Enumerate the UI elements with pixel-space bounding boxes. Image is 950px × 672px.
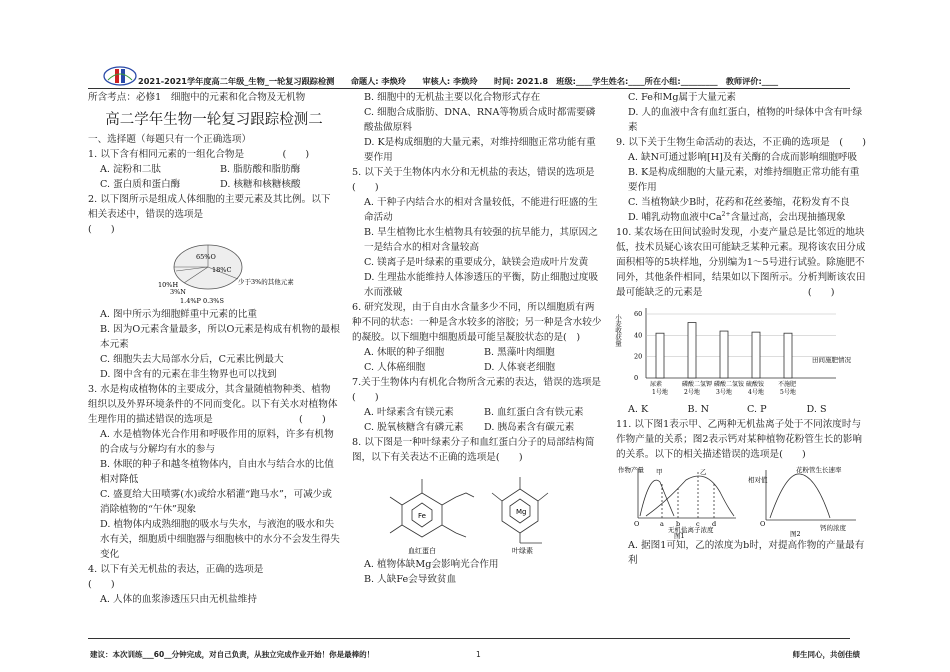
q3-option-b[interactable]: B. 休眠的种子和越冬植物体内，自由水与结合水的比值相对降低 <box>100 459 334 485</box>
bar-chart-category: 硫酸铵 <box>746 381 765 388</box>
fig1-curve-jia <box>640 480 674 516</box>
bar-chart-category: 不施肥 <box>778 381 797 388</box>
q3-option-a[interactable]: A. 水是植物体光合作用和呼吸作用的原料，许多有机物的合成与分解均有水的参与 <box>100 429 334 455</box>
q7-stem: 7.关于生物体内有机化合物所含元素的表达，错误的选项是( ) <box>352 377 601 403</box>
q2-option-c[interactable]: C. 细胞失去大局部水分后，C元素比例最大 <box>100 354 284 365</box>
yield-bar-chart-svg <box>616 300 866 402</box>
heme-caption: 血红蛋白 <box>408 547 436 555</box>
bar-chart-plot-label: 4号地 <box>748 389 764 396</box>
q11-option-a[interactable]: A. 据图1可知，乙的浓度为b时，对提高作物的产量最有利 <box>628 540 865 566</box>
q8-option-b[interactable]: B. 人缺Fe会导致贫血 <box>364 574 457 585</box>
q2-option-b[interactable]: B. 因为O元素含量最多，所以O元素是构成有机物的最根本元素 <box>100 324 340 350</box>
q4-option-d[interactable]: D. K是构成细胞的大量元素，对维持细胞正常功能有重要作用 <box>364 137 596 163</box>
q9-option-c[interactable]: C. 当植物缺少B时，花药和花丝萎缩，花粉发育不良 <box>628 197 850 208</box>
q9-option-d-post: 含量过高，会出现抽搐现象 <box>730 212 846 223</box>
footer-motto: 师生同心，共创佳绩 <box>792 650 860 659</box>
q9-option-a[interactable]: A. 缺N可通过影响[H]及有关酶的合成而影响细胞呼吸 <box>628 152 858 163</box>
fig2-origin: O <box>760 520 766 528</box>
pie-label-o: 65%O <box>196 253 216 261</box>
chlorophyll-caption: 叶绿素 <box>512 547 533 555</box>
topic-line: 所含考点：必修1 细胞中的元素和化合物及无机物 <box>88 92 306 103</box>
q10-option-a[interactable]: A. K <box>628 404 649 415</box>
page-footer <box>90 647 860 662</box>
q1-option-d[interactable]: D. 核糖和核糖核酸 <box>220 179 301 190</box>
fig1-ylabel: 作物产量 <box>618 466 644 474</box>
q8-stem: 8. 以下图是一种叶绿素分子和血红蛋白分子的局部结构简图，以下有关表达不正确的选项是( ) <box>352 437 595 463</box>
header-info: 2021-2021学年度高二年级_生物_一轮复习跟踪检测 命题人: 李焕玲 审核人: 李焕玲 时间: 2021.8 班级:____学生姓名:____所在小组:_________ 教师评价:____ <box>138 76 779 86</box>
q1-option-c[interactable]: C. 蛋白质和蛋白酶 <box>100 179 181 190</box>
q5-option-b[interactable]: B. 旱生植物比水生植物具有较强的抗旱能力，其原因之一是结合水的相对含量较高 <box>364 227 598 253</box>
q5-option-d[interactable]: D. 生理盐水能维持人体渗透压的平衡，防止细胞过度吸水而涨破 <box>364 272 599 298</box>
q7-option-d[interactable]: D. 胰岛素含有碳元素 <box>484 422 575 433</box>
bar-chart-plot-label: 3号地 <box>716 389 732 396</box>
q8-option-a[interactable]: A. 植物体缺Mg会影响光合作用 <box>364 559 499 570</box>
bar-chart-category: 磷酸二氢钾 <box>682 381 713 388</box>
section-heading: 一、选择题（每题只有一个正确选项） <box>88 134 252 145</box>
bar-chart-bar <box>688 323 696 378</box>
column-2 <box>352 90 604 587</box>
element-pie-chart <box>88 237 340 307</box>
pie-label-c: 18%C <box>212 266 232 274</box>
fig1-label-jia: 甲 <box>656 468 663 476</box>
q6-option-d[interactable]: D. 人体衰老细胞 <box>484 362 556 373</box>
bar-chart-ytick: 60 <box>634 310 643 318</box>
fig2-caption: 图2 <box>790 530 801 538</box>
pie-label-ps: 1.4%P 0.3%S <box>180 297 224 305</box>
q10-option-c[interactable]: C. P <box>747 404 767 415</box>
pie-label-other: 少于3%的其他元素 <box>238 278 294 286</box>
bar-chart-category: 磷酸二氢铵 <box>714 381 745 388</box>
q9-option-b[interactable]: B. K是构成细胞的大量元素，对维持细胞正常功能有重要作用 <box>628 167 860 193</box>
q11-figures <box>616 462 866 538</box>
fig1-tick-o: O <box>634 520 640 528</box>
q4-option-b[interactable]: B. 细胞中的无机盐主要以化合物形式存在 <box>364 92 541 103</box>
q8-option-d[interactable]: D. 人的血液中含有血红蛋白，植物的叶绿体中含有叶绿素 <box>628 107 863 133</box>
q11-stem: 11. 以下图1表示甲、乙两种无机盐离子处于不同浓度时与作物产量的关系；图2表示钙对某种植物花粉管生长的影响的关系。以下的相关描述错误的选项是( ) <box>616 419 862 460</box>
bar-chart-bar <box>656 333 664 378</box>
fig2-curve <box>770 474 830 518</box>
fig2-xlabel: 钙的浓度 <box>820 524 846 532</box>
bar-chart-bar <box>752 332 760 378</box>
fig1-xlabel: 无机盐离子浓度 <box>668 526 714 534</box>
q6-option-a[interactable]: A. 休眠的种子细胞 <box>364 347 445 358</box>
q7-option-b[interactable]: B. 血红蛋白含有铁元素 <box>484 407 584 418</box>
fig1-tick-a: a <box>660 520 664 528</box>
q9-option-d-sup: 2+ <box>721 210 731 218</box>
q6-stem: 6. 研究发现，由于自由水含量多少不同，所以细胞质有两种不同的状态：一种是含水较多的溶胶；另一种是含水较少的凝胶。以下细胞中细胞质最可能呈凝胶状态的是( ) <box>352 302 602 343</box>
bar-chart-plot-label: 1号地 <box>652 389 668 396</box>
footer-note: 建议：本次训练___60__分钟完成，对自己负责，从独立完成作业开始！你是最棒的！ <box>90 650 375 659</box>
heme-structure-icon <box>390 479 474 537</box>
bar-chart-category: 尿素 <box>650 381 663 388</box>
fig1-tick-d: d <box>712 520 717 528</box>
fig2-curve-label: 花粉管生长速率 <box>796 466 842 474</box>
q3-option-d[interactable]: D. 植物体内成熟细胞的吸水与失水，与液泡的吸水和失水有关，细胞质中细胞器与细胞核中的水分不会发生得失变化 <box>100 519 340 560</box>
q11-curves-svg <box>616 462 866 538</box>
q4-option-c[interactable]: C. 细胞合成脂肪、DNA、RNA等物质合成时都需要磷酸盐做原料 <box>364 107 596 133</box>
q7-option-c[interactable]: C. 脱氧核糖含有磷元素 <box>364 422 464 433</box>
q8-molecule-figure <box>352 465 604 557</box>
q10-option-d[interactable]: D. S <box>806 404 827 415</box>
q2-option-d[interactable]: D. 图中含有的元素在非生物界也可以找到 <box>100 369 277 380</box>
school-emblem-icon <box>102 64 138 88</box>
heme-metal-label: Fe <box>418 512 426 520</box>
pie-label-h: 10%H <box>158 281 179 289</box>
fig1-tick-b: b <box>676 520 681 528</box>
fig1-caption: 图1 <box>674 532 685 540</box>
header-rule <box>88 88 850 89</box>
q5-option-c[interactable]: C. 镁离子是叶绿素的重要成分，缺镁会造成叶片发黄 <box>364 257 589 268</box>
page-number: 1 <box>476 650 481 659</box>
q2-stem: 2. 以下图所示是组成人体细胞的主要元素及其比例。以下相关表述中，错误的选项是 ( ) <box>88 194 338 235</box>
q7-option-a[interactable]: A. 叶绿素含有镁元素 <box>364 407 454 418</box>
bar-chart-bar <box>784 333 792 378</box>
q5-stem: 5. 以下关于生物体内水分和无机盐的表达，错误的选项是( ) <box>352 167 595 193</box>
q9-option-d-pre: D. 哺乳动物血液中Ca <box>628 212 722 223</box>
bar-chart-ytick: 0 <box>634 374 639 382</box>
q4-option-a[interactable]: A. 人体的血浆渗透压只由无机盐维持 <box>100 594 257 605</box>
q9-stem: 9. 以下关于生物生命活动的表达，不正确的选项是 ( ) <box>616 137 866 148</box>
molecule-structures <box>352 465 604 557</box>
q4-stem: 4. 以下有关无机盐的表达，正确的选项是 ( ) <box>88 564 321 590</box>
footer-rule <box>88 638 850 639</box>
fig1-curve-yi <box>646 476 734 516</box>
q10-option-b[interactable]: B. N <box>687 404 710 415</box>
bar-chart-bar <box>720 331 728 378</box>
q6-option-c[interactable]: C. 人体癌细胞 <box>364 362 426 373</box>
q3-option-c[interactable]: C. 盛夏给大田喷雾(水)或给水稻灌“跑马水”，可减少或消除植物的“午休”现象 <box>100 489 332 515</box>
q10-bar-chart <box>616 300 866 402</box>
q6-option-b[interactable]: B. 黑藻叶肉细胞 <box>484 347 555 358</box>
q3-stem: 3. 水是构成植物体的主要成分，其含量随植物种类、植物组织以及外界环境条件的不同而变化。以下有关水对植物体生理作用的描述错误的选项是 ( ) <box>88 384 338 425</box>
fig1-label-yi: 乙 <box>700 468 707 476</box>
chlorophyll-metal-label: Mg <box>516 508 527 516</box>
pie-label-n: 3%N <box>170 288 186 296</box>
bar-chart-ylabel: 小麦收获量 <box>614 314 622 347</box>
q2-option-a[interactable]: A. 图中所示为细胞鲜重中元素的比重 <box>100 309 257 320</box>
q9-option-d[interactable] <box>616 210 866 225</box>
q1-option-a[interactable]: A. 淀粉和二肽 <box>100 164 161 175</box>
column-3 <box>616 90 866 568</box>
bar-chart-ytick: 20 <box>634 352 643 361</box>
q5-option-a[interactable]: A. 干种子内结合水的相对含量较低，不能进行旺盛的生命活动 <box>364 197 598 223</box>
bar-chart-xlabel: 田间施肥情况 <box>812 356 851 364</box>
bar-chart-plot-label: 2号地 <box>684 389 700 396</box>
bar-chart-plot-label: 5号地 <box>780 389 796 396</box>
q10-stem: 10. 某农场在田间试验时发现，小麦产量总是比邻近的地块低，技术员疑心该农田可能缺乏某种元素。现将该农田分成面积相等的5块样地，分别编为1～5号进行试验。除施肥不同外，其他条件相同，结果如以下图所示。分析判断该农田最可能缺乏的元素是 ( ) <box>616 227 866 298</box>
q1-stem: 1. 以下含有相同元素的一组化合物是 ( ) <box>88 149 310 160</box>
fig2-ylabel: 相对值 <box>748 476 768 484</box>
page-title: 高二学年生物一轮复习跟踪检测二 <box>105 112 323 128</box>
fig1-tick-c: c <box>696 520 700 528</box>
q2-pie-figure <box>88 237 340 307</box>
q8-option-c[interactable]: C. Fe和Mg属于大量元素 <box>628 92 737 103</box>
bar-chart-ytick: 40 <box>634 331 643 340</box>
column-1 <box>88 90 340 607</box>
q1-option-b[interactable]: B. 脂肪酸和脂肪酶 <box>220 164 301 175</box>
